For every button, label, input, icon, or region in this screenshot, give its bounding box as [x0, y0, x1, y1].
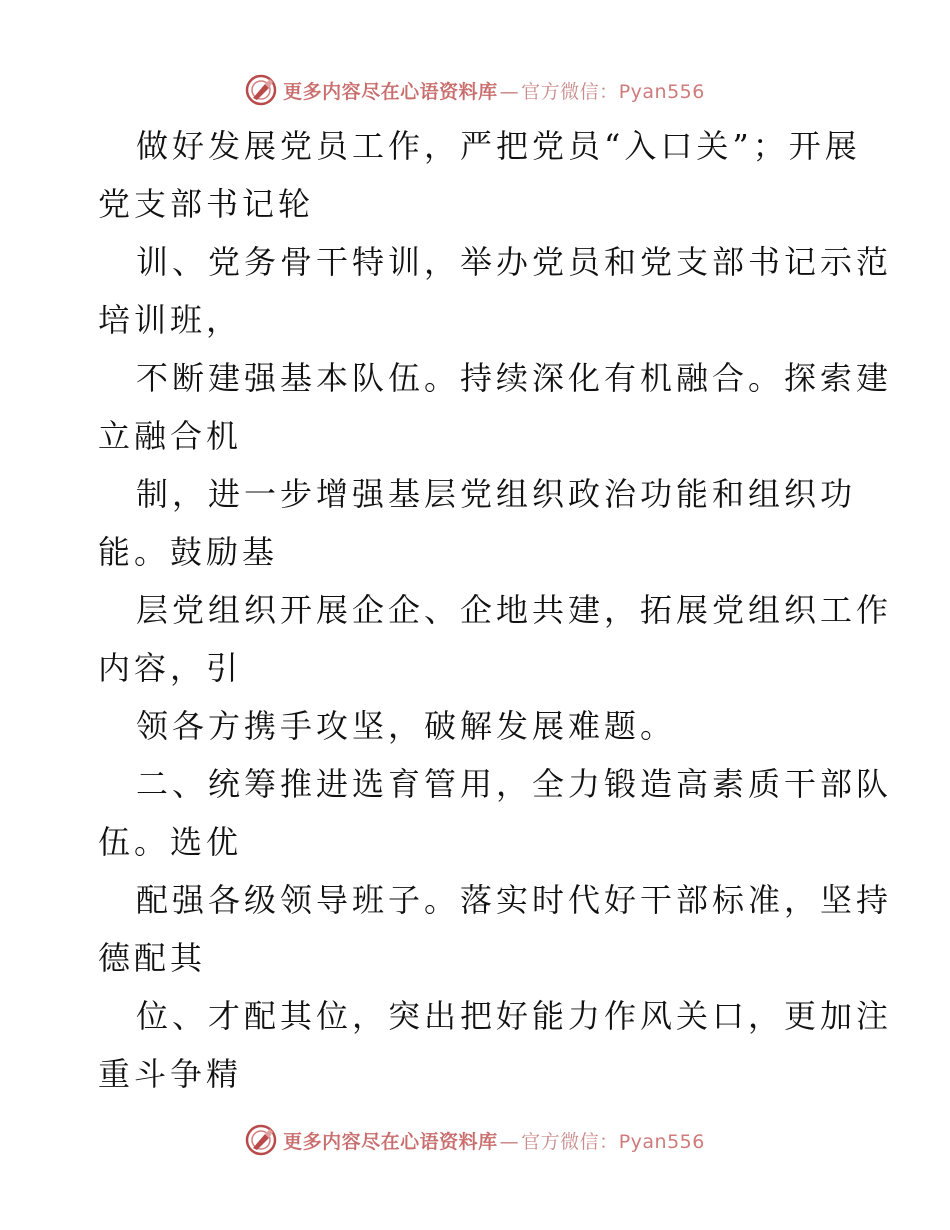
text-line: 内容，引	[98, 649, 243, 687]
header-brand-name: 更多内容尽在心语资料库	[283, 80, 498, 103]
footer-wechat-label: 官方微信：	[521, 1130, 619, 1153]
text-line: 立融合机	[98, 417, 243, 455]
page-header-watermark	[0, 70, 950, 110]
pen-nib-logo-icon	[245, 74, 277, 106]
text-line: 德配其	[98, 939, 207, 977]
text-line: 党支部书记轮	[98, 185, 315, 223]
text-line: 二、统筹推进选育管用，全力锻造高素质干部队	[136, 765, 893, 803]
text-line: 重斗争精	[98, 1055, 243, 1093]
header-brand	[245, 74, 705, 106]
text-line: 做好发展党员工作，严把党员“入口关”；开展	[136, 127, 861, 165]
footer-watermark-text	[283, 1127, 705, 1154]
pen-nib-logo-icon	[245, 1124, 277, 1156]
document-body	[98, 117, 893, 1103]
text-line: 不断建强基本队伍。持续深化有机融合。探索建	[136, 359, 893, 397]
text-line: 伍。选优	[98, 823, 243, 861]
header-wechat-id: Pyan556	[618, 80, 705, 103]
footer-wechat-id: Pyan556	[618, 1130, 705, 1153]
footer-brand	[245, 1124, 705, 1156]
text-line: 位、才配其位，突出把好能力作风关口，更加注	[136, 997, 893, 1035]
text-line: 配强各级领导班子。落实时代好干部标准，坚持	[136, 881, 893, 919]
page-footer-watermark	[0, 1120, 950, 1160]
header-watermark-text	[283, 77, 705, 104]
text-line: 培训班，	[98, 301, 243, 339]
text-line: 制，进一步增强基层党组织政治功能和组织功	[136, 475, 857, 513]
header-wechat-label: 官方微信：	[521, 80, 619, 103]
footer-dash: —	[499, 1130, 520, 1153]
header-dash: —	[499, 80, 520, 103]
text-line: 能。鼓励基	[98, 533, 279, 571]
text-line: 层党组织开展企企、企地共建，拓展党组织工作	[136, 591, 893, 629]
text-line: 训、党务骨干特训，举办党员和党支部书记示范	[136, 243, 893, 281]
footer-brand-name: 更多内容尽在心语资料库	[283, 1130, 498, 1153]
text-line: 领各方携手攻坚，破解发展难题。	[136, 707, 677, 745]
